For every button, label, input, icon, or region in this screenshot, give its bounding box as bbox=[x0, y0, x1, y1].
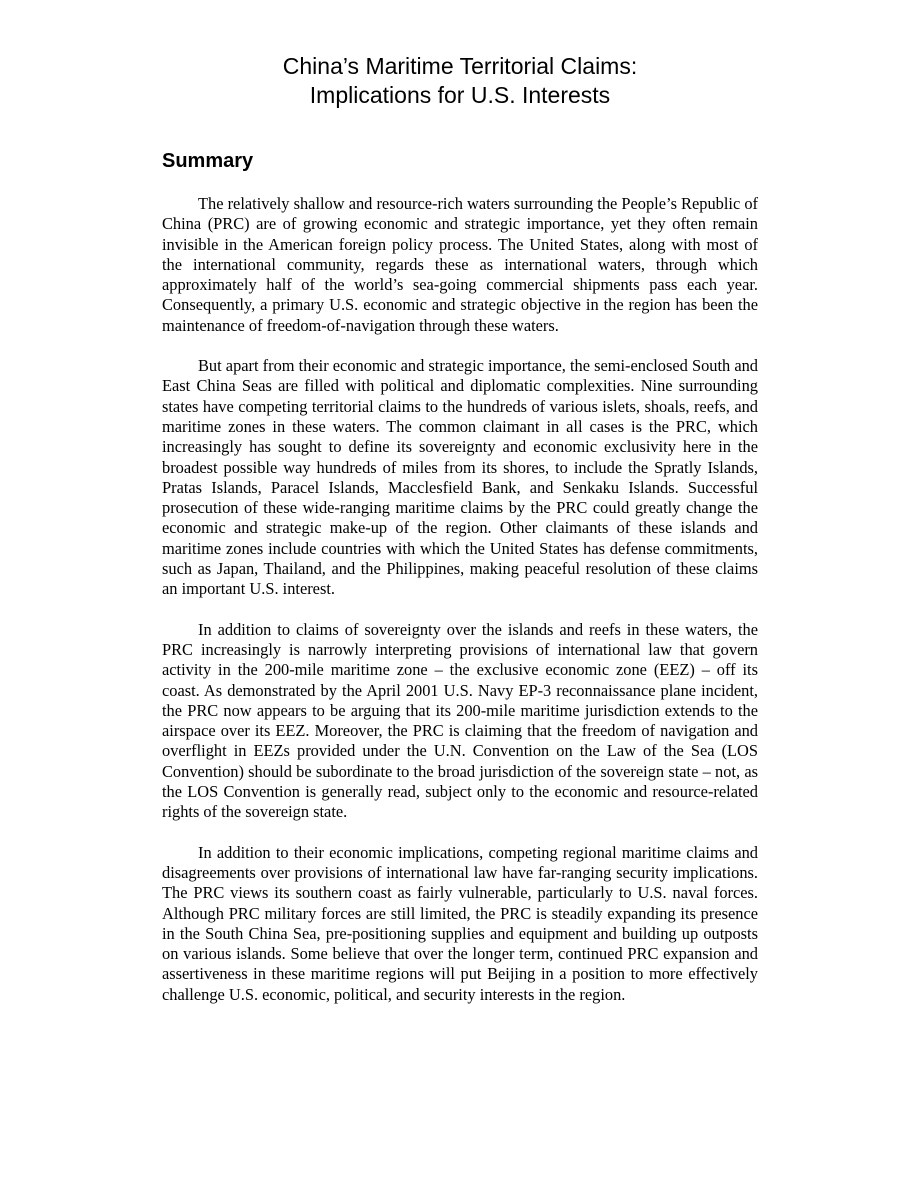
title-line-2: Implications for U.S. Interests bbox=[309, 82, 611, 108]
summary-heading: Summary bbox=[162, 150, 254, 172]
summary-paragraph-3: In addition to claims of sovereignty over the islands and reefs in these waters, the PRC increasingly is narrowly interpreting provisions of international law that govern activity in the 200-mile maritime zone – the exclusive economic zone (EEZ) – off its coast. As demonstrated by the April 2001 U.S. Navy EP-3 reconnaissance plane incident, the PRC now appears to be arguing that its 200-mile maritime jurisdiction extends to the airspace over its EEZ. Moreover, the PRC is claiming that the freedom of navigation and overflight in EEZs provided under the U.N. Convention on the Law of the Sea (LOS Convention) should be subordinate to the broad jurisdiction of the sovereign state – not, as the LOS Convention is generally read, subject only to the economic and resource-related rights of the sovereign state. bbox=[162, 619, 758, 822]
summary-paragraph-2: But apart from their economic and strategic importance, the semi-enclosed South and East China Seas are filled with political and diplomatic complexities. Nine surrounding states have competing territorial claims to the hundreds of various islets, shoals, reefs, and maritime zones in these waters. The common claimant in all cases is the PRC, which increasingly has sought to define its sovereignty and economic exclusivity here in the broadest possible way hundreds of miles from its shores, to include the Spratly Islands, Pratas Islands, Paracel Islands, Macclesfield Bank, and Senkaku Islands. Successful prosecution of these wide-ranging maritime claims by the PRC could greatly change the economic and strategic make-up of the region. Other claimants of these islands and maritime zones include countries with which the United States has defense commitments, such as Japan, Thailand, and the Philippines, making peaceful resolution of these claims an important U.S. interest. bbox=[162, 356, 758, 599]
document-page bbox=[162, 52, 758, 1025]
summary-body bbox=[162, 194, 758, 1005]
summary-paragraph-1: The relatively shallow and resource-rich waters surrounding the People’s Republic of China (PRC) are of growing economic and strategic importance, yet they often remain invisible in the American foreign policy process. The United States, along with most of the international community, regards these as international waters, through which approximately half of the world’s sea-going commercial shipments pass each year. Consequently, a primary U.S. economic and strategic objective in the region has been the maintenance of freedom-of-navigation through these waters. bbox=[162, 194, 758, 335]
document-title bbox=[122, 52, 798, 110]
summary-paragraph-4: In addition to their economic implications, competing regional maritime claims and disagreements over provisions of international law have far-ranging security implications. The PRC views its southern coast as fairly vulnerable, particularly to U.S. naval forces. Although PRC military forces are still limited, the PRC is steadily expanding its presence in the South China Sea, pre-positioning supplies and equipment and building up outposts on various islands. Some believe that over the longer term, continued PRC expansion and assertiveness in these maritime regions will put Beijing in a position to more effectively challenge U.S. economic, political, and security interests in the region. bbox=[162, 842, 758, 1004]
title-line-1: China’s Maritime Territorial Claims: bbox=[282, 53, 638, 79]
